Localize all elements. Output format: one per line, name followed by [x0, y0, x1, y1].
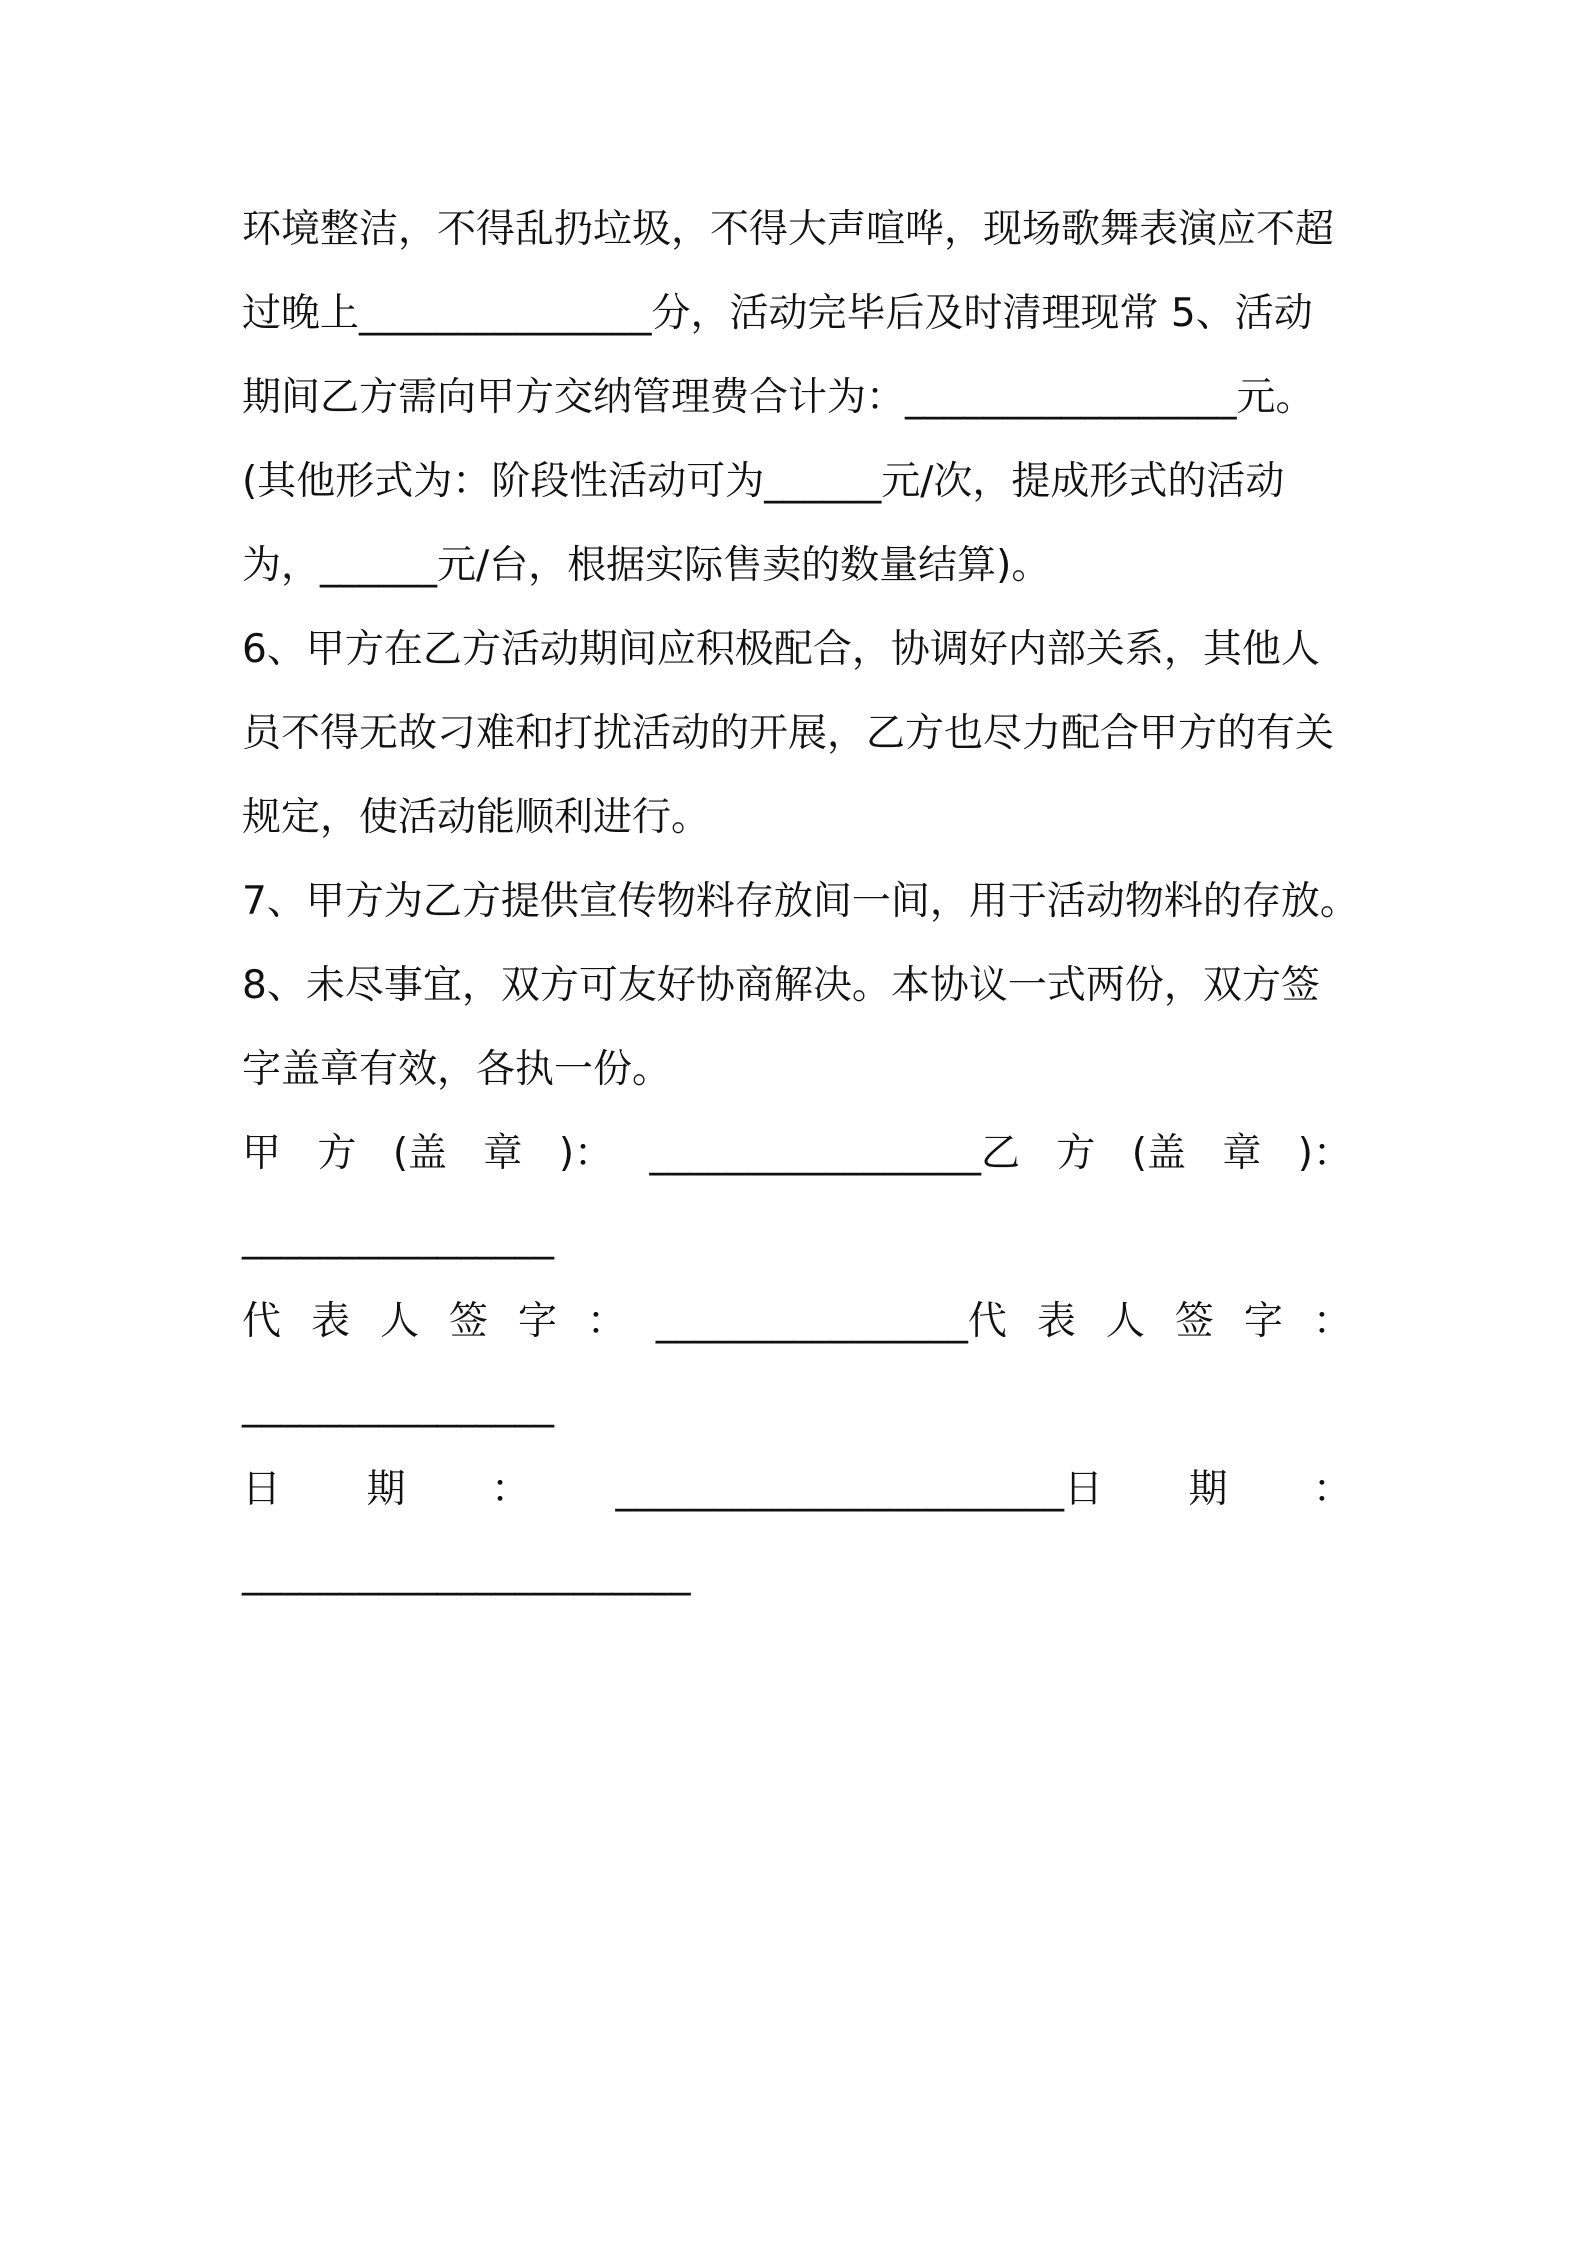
clause-8-line: 8、未尽事宜，双方可友好协商解决。本协议一式两份，双方签	[242, 963, 1320, 1008]
representative-signature-row	[242, 1294, 1352, 1350]
party-seal-row	[242, 1126, 1352, 1182]
signature-label-char: ：	[1312, 1299, 1352, 1344]
signature-label-char: 表	[1036, 1299, 1076, 1344]
date-label-char: 期	[1188, 1467, 1228, 1512]
signature-label-char: 代	[242, 1299, 282, 1344]
paragraph-line: (其他形式为：阶段性活动可为______元/次，提成形式的活动	[242, 459, 1285, 504]
paragraph-line: 期间乙方需向甲方交纳管理费合计为：_________________元。	[242, 375, 1315, 420]
signature-label-char: 字	[517, 1299, 557, 1344]
clause-6-line: 6、甲方在乙方活动期间应积极配合，协调好内部关系，其他人	[242, 627, 1320, 672]
seal-label-char: 方	[1056, 1131, 1096, 1176]
clause-7-line: 7、甲方为乙方提供宣传物料存放间一间，用于活动物料的存放。	[242, 879, 1359, 924]
date-label-char: 期	[366, 1467, 406, 1512]
seal-label-char: 章	[483, 1131, 523, 1176]
clause-6-line: 员不得无故刁难和打扰活动的开展，乙方也尽力配合甲方的有关	[242, 711, 1335, 756]
signature-label-char: 人	[1105, 1299, 1145, 1344]
signature-blank-party-a: ________________代	[655, 1299, 1007, 1344]
date-label-char: ：	[490, 1467, 530, 1512]
date-row	[242, 1462, 1352, 1518]
signature-label-char: 签	[1174, 1299, 1214, 1344]
paragraph-line: 为，______元/台，根据实际售卖的数量结算)。	[242, 543, 1051, 588]
signature-label-char: 表	[310, 1299, 350, 1344]
seal-label-char: 章	[1222, 1131, 1262, 1176]
seal-blank-party-b: ________________	[242, 1215, 554, 1260]
paragraph-line: 环境整洁，不得乱扔垃圾，不得大声喧哗，现场歌舞表演应不超	[242, 207, 1335, 252]
date-label-char: 日	[242, 1467, 282, 1512]
seal-label-char: (盖	[1131, 1131, 1186, 1176]
signature-label-char: 签	[448, 1299, 488, 1344]
paragraph-line: 过晚上_______________分，活动完毕后及时清理现常 5、活动	[242, 291, 1313, 336]
seal-blank-party-a: _________________乙	[649, 1131, 1020, 1176]
signature-label-char: ：	[586, 1299, 626, 1344]
seal-label-char: 方	[317, 1131, 357, 1176]
seal-label-char: (盖	[392, 1131, 448, 1176]
clause-6-line: 规定，使活动能顺利进行。	[242, 795, 711, 840]
seal-label-char: )：	[1297, 1131, 1352, 1176]
date-blank-party-b: _______________________	[242, 1551, 691, 1596]
signature-label-char: 人	[379, 1299, 419, 1344]
date-blank-party-a: _______________________日	[615, 1467, 1103, 1512]
signature-label-char: 字	[1243, 1299, 1283, 1344]
seal-label-char: 甲	[242, 1131, 282, 1176]
seal-label-char: )：	[558, 1131, 614, 1176]
clause-8-line: 字盖章有效，各执一份。	[242, 1047, 672, 1092]
date-label-char: ：	[1312, 1467, 1352, 1512]
signature-blank-party-b: ________________	[242, 1383, 554, 1428]
